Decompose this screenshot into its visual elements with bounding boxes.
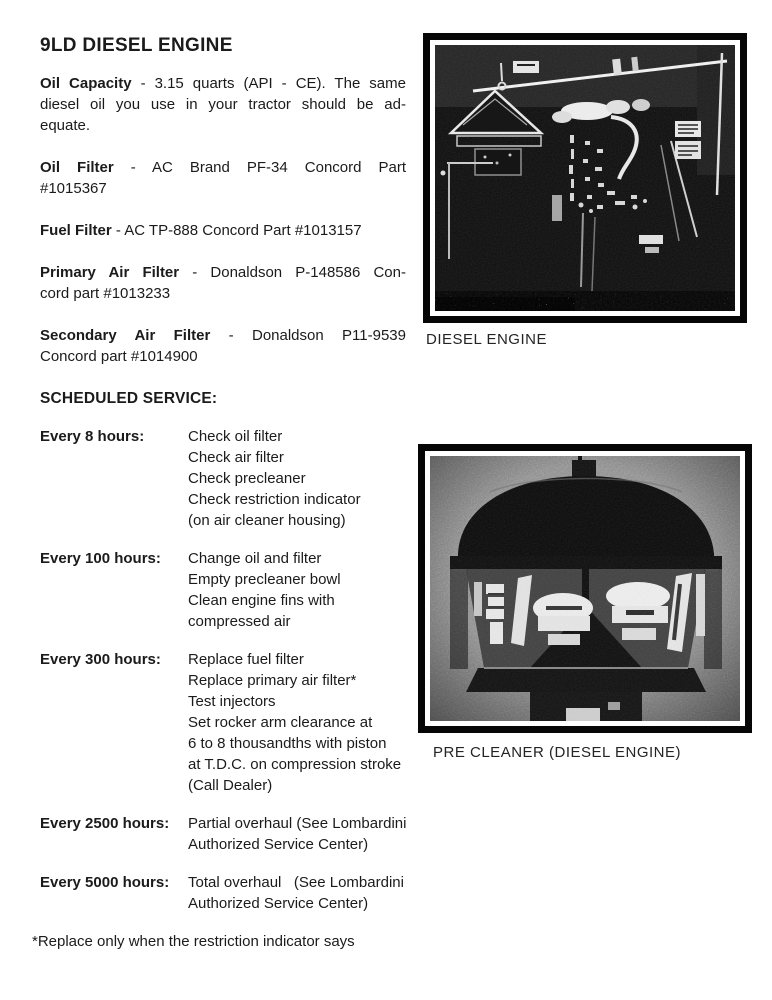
spec-term: Fuel Filter [40,222,112,239]
spec-paragraph [40,262,406,304]
service-interval-label: Every 8 hours: [40,428,145,445]
service-task: compressed air [188,613,291,630]
service-schedule-table [40,426,452,914]
service-tasks [188,813,458,855]
spec-term: Secondary Air Filter [40,327,211,344]
diesel-engine-photo [435,45,735,311]
service-task: Check oil filter [188,428,283,445]
service-task: Replace primary air filter* [188,672,357,689]
service-tasks [188,872,458,914]
diesel-engine-photo-frame [423,33,747,323]
figure-caption-diesel-engine: DIESEL ENGINE [426,331,547,348]
spec-line: Fuel Filter - AC TP-888 Concord Part #1013157 [40,222,362,239]
service-task: Test injectors [188,693,276,710]
service-row [40,649,452,796]
service-row [40,548,452,632]
service-task: Check restriction indicator [188,491,361,508]
service-task: Set rocker arm clearance at [188,714,373,731]
spec-paragraph [40,325,406,367]
footnote: *Replace only when the restriction indicator says [32,933,355,950]
spec-line: diesel oil you use in your tractor should be ad- [40,96,406,113]
service-row [40,872,452,914]
figure-diesel-engine [423,33,747,348]
spec-term: Oil Filter [40,159,114,176]
service-task: Replace fuel filter [188,651,304,668]
service-task: Clean engine fins with [188,592,335,609]
figure-pre-cleaner [418,444,752,761]
spec-paragraph [40,220,406,241]
service-interval-label: Every 100 hours: [40,550,161,567]
spec-line: #1015367 [40,180,107,197]
content-column [32,35,452,952]
figure-caption-pre-cleaner: PRE CLEANER (DIESEL ENGINE) [433,744,681,761]
spec-line: Concord part #1014900 [40,348,198,365]
pre-cleaner-photo [430,456,740,721]
service-task: Change oil and filter [188,550,322,567]
service-row [40,813,452,855]
service-interval-label: Every 2500 hours: [40,815,170,832]
service-task: at T.D.C. on compression stroke [188,756,402,773]
spec-line: Primary Air Filter - Donaldson P-148586 Con- [40,264,406,281]
scheduled-service-heading: SCHEDULED SERVICE: [40,390,218,407]
spec-term: Primary Air Filter [40,264,180,281]
service-interval-label: Every 300 hours: [40,651,161,668]
spec-paragraph [40,73,406,136]
spec-term: Oil Capacity [40,75,132,92]
service-task: Check precleaner [188,470,306,487]
service-task: Empty precleaner bowl [188,571,341,588]
service-task: Authorized Service Center) [188,836,369,853]
spec-line: cord part #1013233 [40,285,171,302]
service-task: Total overhaul (See Lombardini [188,874,404,891]
service-task: Check air filter [188,449,284,466]
spec-line: Oil Capacity - 3.15 quarts (API - CE). The same [40,75,406,92]
service-interval-label: Every 5000 hours: [40,874,170,891]
service-task: (Call Dealer) [188,777,273,794]
service-task: 6 to 8 thousandths with piston [188,735,387,752]
spec-line: Secondary Air Filter - Donaldson P11-9539 [40,327,406,344]
service-task: Authorized Service Center) [188,895,369,912]
specs-list [40,73,406,367]
service-task: (on air cleaner housing) [188,512,346,529]
spec-line: equate. [40,117,91,134]
spec-line: Oil Filter - AC Brand PF-34 Concord Part [40,159,407,176]
page-title: 9LD DIESEL ENGINE [40,35,233,56]
service-task: Partial overhaul (See Lombardini [188,815,407,832]
spec-paragraph [40,157,406,199]
service-row [40,426,452,531]
pre-cleaner-photo-frame [418,444,752,733]
